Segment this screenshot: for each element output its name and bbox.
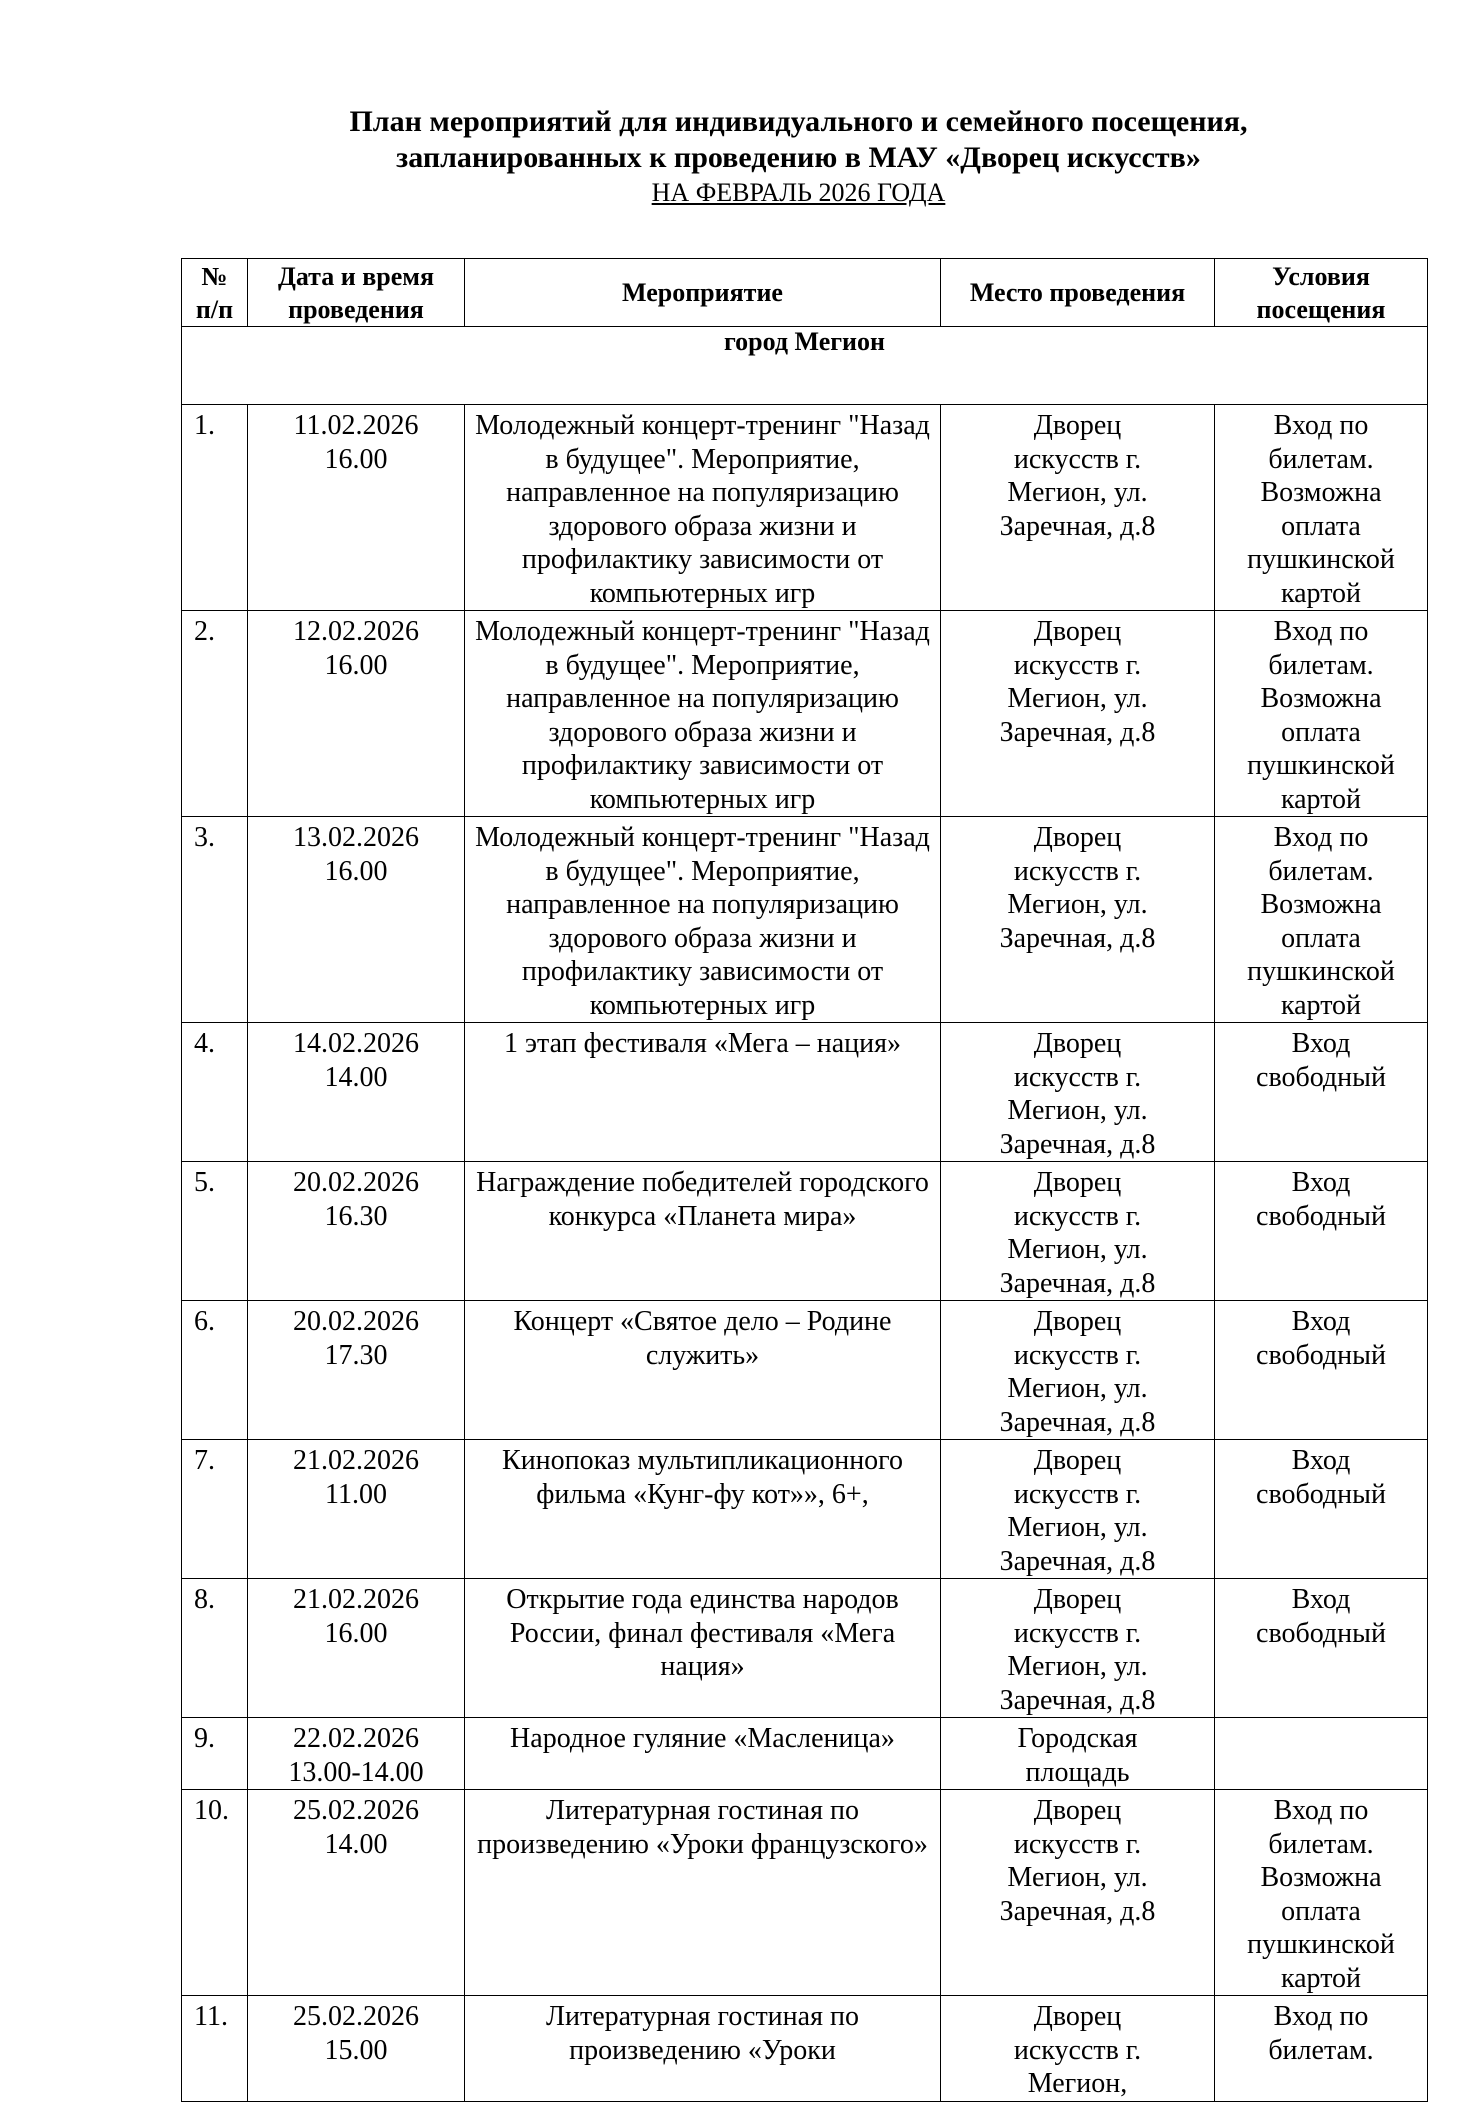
cell-event-event: Молодежный концерт-тренинг "Назад в будущее". Мероприятие, направленное на популяризацию здорового образа жизни и профилактику зависимости от компьютерных игр xyxy=(475,410,930,609)
cell-date-time-time: 16.00 xyxy=(324,443,388,475)
cell-date-time xyxy=(248,611,465,817)
cell-number xyxy=(182,1996,248,2102)
cell-place-place: Дворец искусств г. Мегион, ул. Заречная, д.8 xyxy=(999,1028,1156,1160)
cell-date-time xyxy=(248,1996,465,2102)
cell-event-event: Открытие года единства народов России, финал фестиваля «Мега нация» xyxy=(506,1584,899,1682)
cell-date-time xyxy=(248,1023,465,1162)
title-line-1: План мероприятий для индивидуального и семейного посещения, xyxy=(349,105,1248,138)
cell-number-num: 5. xyxy=(194,1167,215,1198)
cell-conditions-conditions: Вход свободный xyxy=(1256,1167,1386,1232)
cell-date-time-date: 12.02.2026 xyxy=(293,616,419,647)
cell-place-place: Дворец искусств г. Мегион, ул. Заречная, д.8 xyxy=(999,410,1156,542)
cell-date-time-time: 16.00 xyxy=(324,855,388,887)
cell-place-place: Дворец искусств г. Мегион, ул. Заречная, д.8 xyxy=(999,1795,1156,1927)
cell-number xyxy=(182,1440,248,1579)
table-row xyxy=(182,1162,1428,1301)
cell-conditions-conditions: Вход по билетам. xyxy=(1268,2001,1374,2066)
cell-date-time xyxy=(248,1579,465,1718)
subtitle-period: НА ФЕВРАЛЬ 2026 ГОДА xyxy=(651,178,946,207)
cell-event-event: Кинопоказ мультипликационного фильма «Кунг-фу кот»», 6+, xyxy=(502,1445,903,1510)
cell-date-time-time: 16.00 xyxy=(324,649,388,681)
column-header-number: № п/п xyxy=(182,259,248,327)
cell-place xyxy=(941,1023,1215,1162)
cell-number xyxy=(182,405,248,611)
cell-conditions-conditions: Вход по билетам. Возможна оплата пушкинской картой xyxy=(1247,822,1395,1021)
cell-number xyxy=(182,1579,248,1718)
table-header-row xyxy=(182,259,1428,327)
cell-event-event: Народное гуляние «Масленица» xyxy=(510,1723,895,1754)
cell-number-num: 8. xyxy=(194,1584,215,1615)
cell-date-time xyxy=(248,405,465,611)
cell-date-time-date: 13.02.2026 xyxy=(293,822,419,853)
cell-conditions xyxy=(1215,1790,1428,1996)
cell-place xyxy=(941,1301,1215,1440)
cell-place xyxy=(941,405,1215,611)
document-heading xyxy=(0,104,1483,210)
cell-event xyxy=(465,817,941,1023)
cell-conditions-conditions: Вход свободный xyxy=(1256,1028,1386,1093)
cell-place-place: Городская площадь xyxy=(1017,1723,1138,1788)
cell-place-place: Дворец искусств г. Мегион, ул. Заречная, д.8 xyxy=(999,616,1156,748)
table-row xyxy=(182,1790,1428,1996)
cell-conditions xyxy=(1215,1579,1428,1718)
cell-place-place: Дворец искусств г. Мегион, ул. Заречная, д.8 xyxy=(999,822,1156,954)
cell-event xyxy=(465,1579,941,1718)
cell-conditions xyxy=(1215,1996,1428,2102)
cell-event-event: Награждение победителей городского конкурса «Планета мира» xyxy=(476,1167,929,1232)
table-row xyxy=(182,1440,1428,1579)
cell-date-time-time: 14.00 xyxy=(324,1061,388,1093)
cell-date-time-time: 15.00 xyxy=(324,2034,388,2066)
table-row xyxy=(182,1718,1428,1790)
cell-number-num: 6. xyxy=(194,1306,215,1337)
table-row xyxy=(182,1301,1428,1440)
cell-event xyxy=(465,1023,941,1162)
cell-date-time-time: 17.30 xyxy=(324,1339,388,1371)
cell-event-event: Литературная гостиная по произведению «Уроки французского» xyxy=(477,1795,928,1860)
cell-date-time-date: 21.02.2026 xyxy=(293,1445,419,1476)
cell-number xyxy=(182,611,248,817)
cell-conditions xyxy=(1215,1440,1428,1579)
cell-date-time-time: 14.00 xyxy=(324,1828,388,1860)
cell-date-time xyxy=(248,1162,465,1301)
cell-date-time-date: 21.02.2026 xyxy=(293,1584,419,1615)
cell-event xyxy=(465,611,941,817)
cell-number xyxy=(182,1718,248,1790)
cell-event xyxy=(465,1996,941,2102)
cell-date-time-time: 13.00-14.00 xyxy=(288,1756,424,1788)
table-row xyxy=(182,611,1428,817)
column-header-event: Мероприятие xyxy=(465,259,941,327)
cell-number-num: 4. xyxy=(194,1028,215,1059)
cell-event xyxy=(465,1162,941,1301)
cell-date-time-time: 16.00 xyxy=(324,1617,388,1649)
cell-conditions xyxy=(1215,1023,1428,1162)
cell-place xyxy=(941,1579,1215,1718)
cell-conditions-conditions: Вход по билетам. Возможна оплата пушкинской картой xyxy=(1247,616,1395,815)
cell-event-event: 1 этап фестиваля «Мега – нация» xyxy=(503,1028,902,1059)
cell-place xyxy=(941,1790,1215,1996)
cell-event xyxy=(465,1790,941,1996)
table-row xyxy=(182,1579,1428,1718)
cell-conditions xyxy=(1215,1162,1428,1301)
cell-number-num: 1. xyxy=(194,410,215,441)
cell-number xyxy=(182,1162,248,1301)
cell-date-time-date: 25.02.2026 xyxy=(293,2001,419,2032)
column-header-place: Место проведения xyxy=(941,259,1215,327)
cell-conditions xyxy=(1215,405,1428,611)
cell-conditions-conditions: Вход по билетам. Возможна оплата пушкинской картой xyxy=(1247,410,1395,609)
cell-place-place: Дворец искусств г. Мегион, ул. Заречная, д.8 xyxy=(999,1306,1156,1438)
cell-number-num: 7. xyxy=(194,1445,215,1476)
cell-date-time-date: 22.02.2026 xyxy=(293,1723,419,1754)
table-row xyxy=(182,817,1428,1023)
cell-place-place: Дворец искусств г. Мегион, ул. Заречная, д.8 xyxy=(999,1445,1156,1577)
cell-date-time xyxy=(248,1790,465,1996)
section-row xyxy=(182,327,1428,405)
cell-number-num: 11. xyxy=(194,2001,228,2032)
cell-event-event: Литературная гостиная по произведению «Уроки xyxy=(546,2001,859,2066)
cell-conditions-conditions: Вход свободный xyxy=(1256,1584,1386,1649)
cell-place-place: Дворец искусств г. Мегион, ул. Заречная, д.8 xyxy=(999,1167,1156,1299)
cell-place xyxy=(941,1718,1215,1790)
cell-number xyxy=(182,817,248,1023)
table-row xyxy=(182,405,1428,611)
cell-date-time-date: 20.02.2026 xyxy=(293,1306,419,1337)
cell-number xyxy=(182,1301,248,1440)
cell-number-num: 2. xyxy=(194,616,215,647)
events-body xyxy=(182,405,1428,2102)
cell-event-event: Молодежный концерт-тренинг "Назад в будущее". Мероприятие, направленное на популяризацию здорового образа жизни и профилактику зависимости от компьютерных игр xyxy=(475,822,930,1021)
cell-place xyxy=(941,1996,1215,2102)
cell-event-event: Концерт «Святое дело – Родине служить» xyxy=(513,1306,892,1371)
cell-place xyxy=(941,817,1215,1023)
column-header-conditions: Условия посещения xyxy=(1215,259,1428,327)
cell-conditions xyxy=(1215,817,1428,1023)
cell-date-time xyxy=(248,817,465,1023)
cell-number xyxy=(182,1790,248,1996)
title-line-2: запланированных к проведению в МАУ «Дворец искусств» xyxy=(396,141,1201,174)
cell-event xyxy=(465,1440,941,1579)
cell-date-time xyxy=(248,1440,465,1579)
cell-date-time xyxy=(248,1718,465,1790)
cell-conditions xyxy=(1215,1718,1428,1790)
cell-conditions-conditions: Вход свободный xyxy=(1256,1306,1386,1371)
cell-date-time xyxy=(248,1301,465,1440)
cell-date-time-time: 16.30 xyxy=(324,1200,388,1232)
cell-event-event: Молодежный концерт-тренинг "Назад в будущее". Мероприятие, направленное на популяризацию здорового образа жизни и профилактику зависимости от компьютерных игр xyxy=(475,616,930,815)
cell-place xyxy=(941,1440,1215,1579)
cell-event xyxy=(465,1301,941,1440)
column-header-date: Дата и время проведения xyxy=(248,259,465,327)
events-table xyxy=(181,258,1428,2102)
cell-number-num: 3. xyxy=(194,822,215,853)
cell-conditions xyxy=(1215,1301,1428,1440)
cell-place-place: Дворец искусств г. Мегион, xyxy=(1013,2001,1142,2099)
cell-number-num: 10. xyxy=(194,1795,229,1826)
cell-number-num: 9. xyxy=(194,1723,215,1754)
table-row xyxy=(182,1023,1428,1162)
cell-date-time-date: 25.02.2026 xyxy=(293,1795,419,1826)
cell-conditions-conditions: Вход по билетам. Возможна оплата пушкинской картой xyxy=(1247,1795,1395,1994)
cell-place xyxy=(941,1162,1215,1301)
cell-place xyxy=(941,611,1215,817)
cell-conditions-conditions: Вход свободный xyxy=(1256,1445,1386,1510)
cell-date-time-time: 11.00 xyxy=(325,1478,387,1510)
section-title-city: город Мегион xyxy=(182,327,1428,405)
cell-event xyxy=(465,1718,941,1790)
cell-event xyxy=(465,405,941,611)
cell-conditions xyxy=(1215,611,1428,817)
cell-number xyxy=(182,1023,248,1162)
cell-place-place: Дворец искусств г. Мегион, ул. Заречная, д.8 xyxy=(999,1584,1156,1716)
table-row xyxy=(182,1996,1428,2102)
cell-date-time-date: 11.02.2026 xyxy=(293,410,419,441)
cell-date-time-date: 20.02.2026 xyxy=(293,1167,419,1198)
cell-date-time-date: 14.02.2026 xyxy=(293,1028,419,1059)
